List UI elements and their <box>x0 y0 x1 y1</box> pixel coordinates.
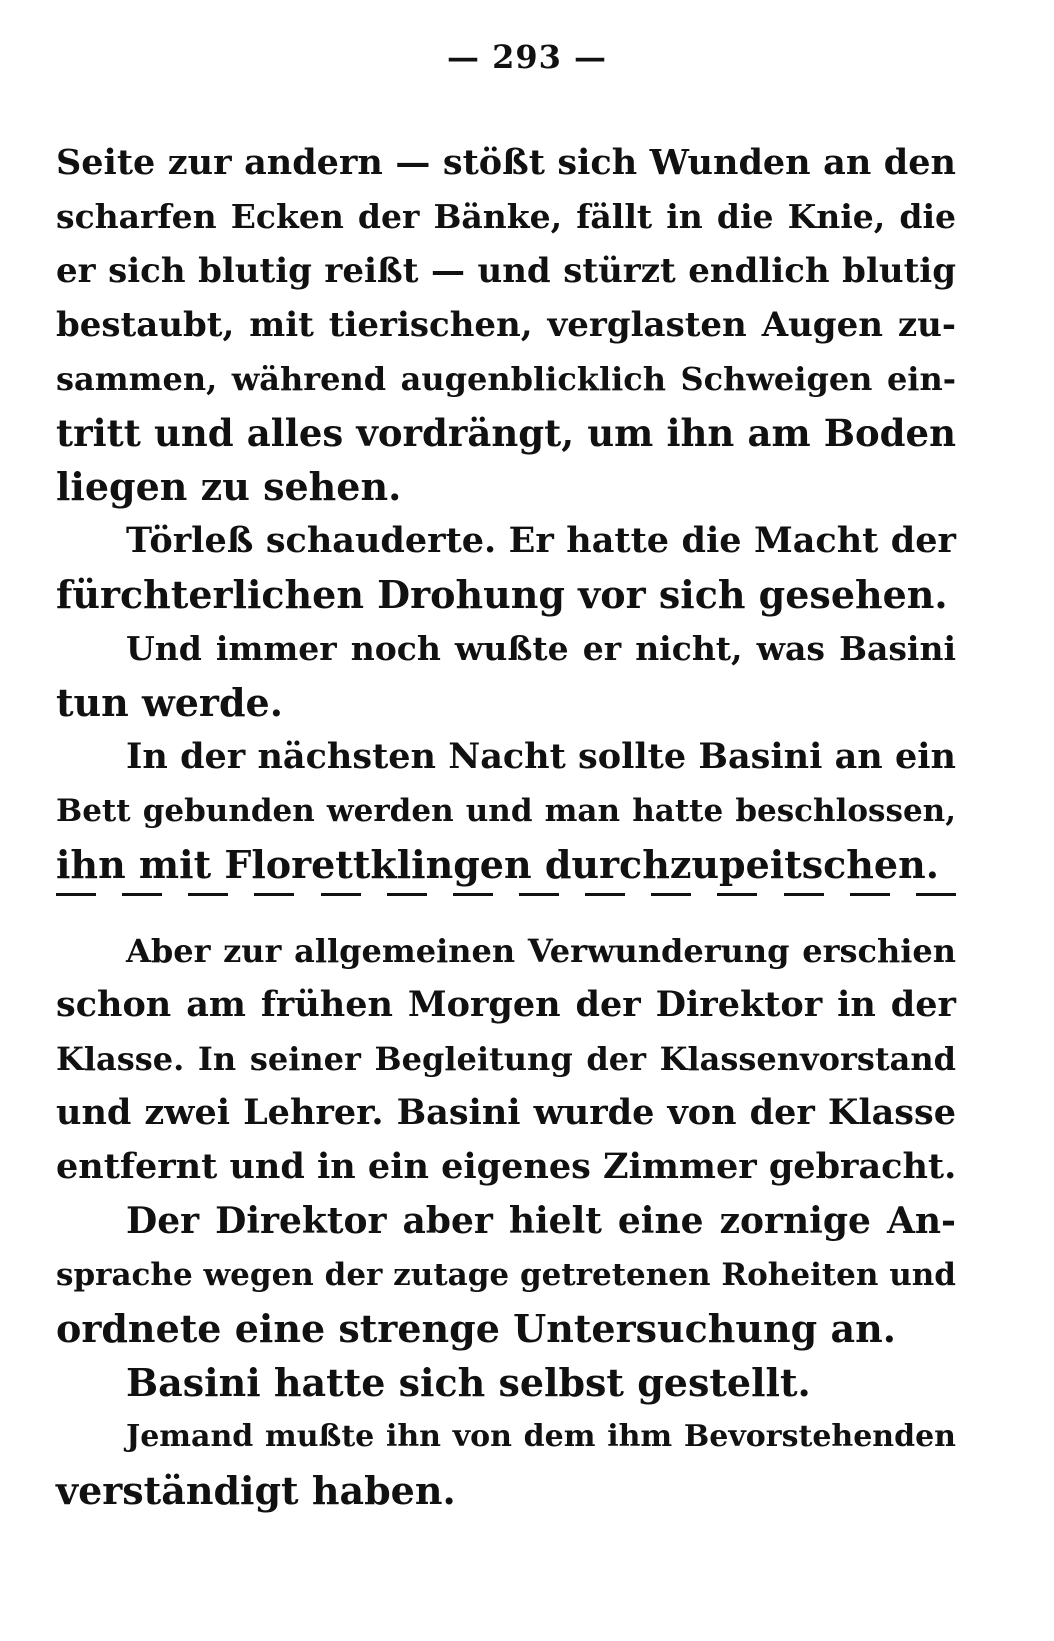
separator-dash <box>188 893 228 896</box>
section-after-separator <box>56 924 956 1518</box>
separator-dash <box>254 893 294 896</box>
separator-dash <box>387 893 427 896</box>
separator-dash <box>784 893 824 896</box>
text-line: Klasse. In seiner Begleitung der Klassenvorstand <box>56 1040 956 1078</box>
text-line: entfernt und in ein eigenes Zimmer gebracht. <box>56 1146 957 1187</box>
separator-dash <box>519 893 559 896</box>
text-line: er sich blutig reißt — und stürzt endlich blutig <box>56 251 956 291</box>
separator-dash <box>453 893 493 896</box>
text-line: fürchterlichen Drohung vor sich gesehen. <box>56 572 948 617</box>
text-line: Törleß schauderte. Er hatte die Macht der <box>126 520 956 561</box>
paragraph <box>56 924 956 1194</box>
text-line: sammen, während augenblicklich Schweigen ein- <box>56 360 956 398</box>
paragraph <box>56 136 956 514</box>
text-line: Seite zur andern — stößt sich Wunden an den <box>56 142 956 183</box>
separator-dash <box>651 893 691 896</box>
paragraph <box>56 1194 956 1356</box>
paragraph <box>56 1410 956 1518</box>
separator-dash <box>585 893 625 896</box>
text-line: Aber zur allgemeinen Verwunderung erschien <box>126 932 956 970</box>
text-line: bestaubt, mit tierischen, verglasten Augen zu- <box>56 305 956 345</box>
text-line: schon am frühen Morgen der Direktor in der <box>56 984 956 1025</box>
text-line: Und immer noch wußte er nicht, was Basini <box>126 629 956 668</box>
separator-dash <box>850 893 890 896</box>
text-line: Bett gebunden werden und man hatte beschlossen, <box>56 793 956 829</box>
paragraph <box>56 730 956 892</box>
text-line: sprache wegen der zutage getretenen Roheiten und <box>56 1257 956 1293</box>
text-line: Der Direktor aber hielt eine zornige An- <box>126 1200 956 1242</box>
text-line: tritt und alles vordrängt, um ihn am Boden <box>56 411 956 455</box>
text-line: Jemand mußte ihn von dem ihm Bevorstehenden <box>126 1419 956 1454</box>
text-line: und zwei Lehrer. Basini wurde von der Klasse <box>56 1092 956 1133</box>
text-line: ihn mit Florettklingen durchzupeitschen. <box>56 842 939 887</box>
text-line: ordnete eine strenge Untersuchung an. <box>56 1306 896 1351</box>
separator-dash <box>122 893 162 896</box>
separator-dash <box>916 893 956 896</box>
paragraph <box>56 622 956 730</box>
section-separator <box>56 884 956 904</box>
text-line: scharfen Ecken der Bänke, fällt in die Knie, die <box>56 197 956 236</box>
separator-dash <box>321 893 361 896</box>
section-before-separator <box>56 136 956 892</box>
text-line: liegen zu sehen. <box>56 464 402 509</box>
text-line: tun werde. <box>56 680 283 725</box>
separator-dash <box>56 893 96 896</box>
text-line: verständigt haben. <box>56 1468 456 1513</box>
page-number: — 293 — <box>446 38 608 76</box>
paragraph <box>56 1356 956 1410</box>
text-line: In der nächsten Nacht sollte Basini an ein <box>126 736 956 777</box>
text-line: Basini hatte sich selbst gestellt. <box>126 1360 811 1405</box>
paragraph <box>56 514 956 622</box>
separator-dash <box>717 893 757 896</box>
